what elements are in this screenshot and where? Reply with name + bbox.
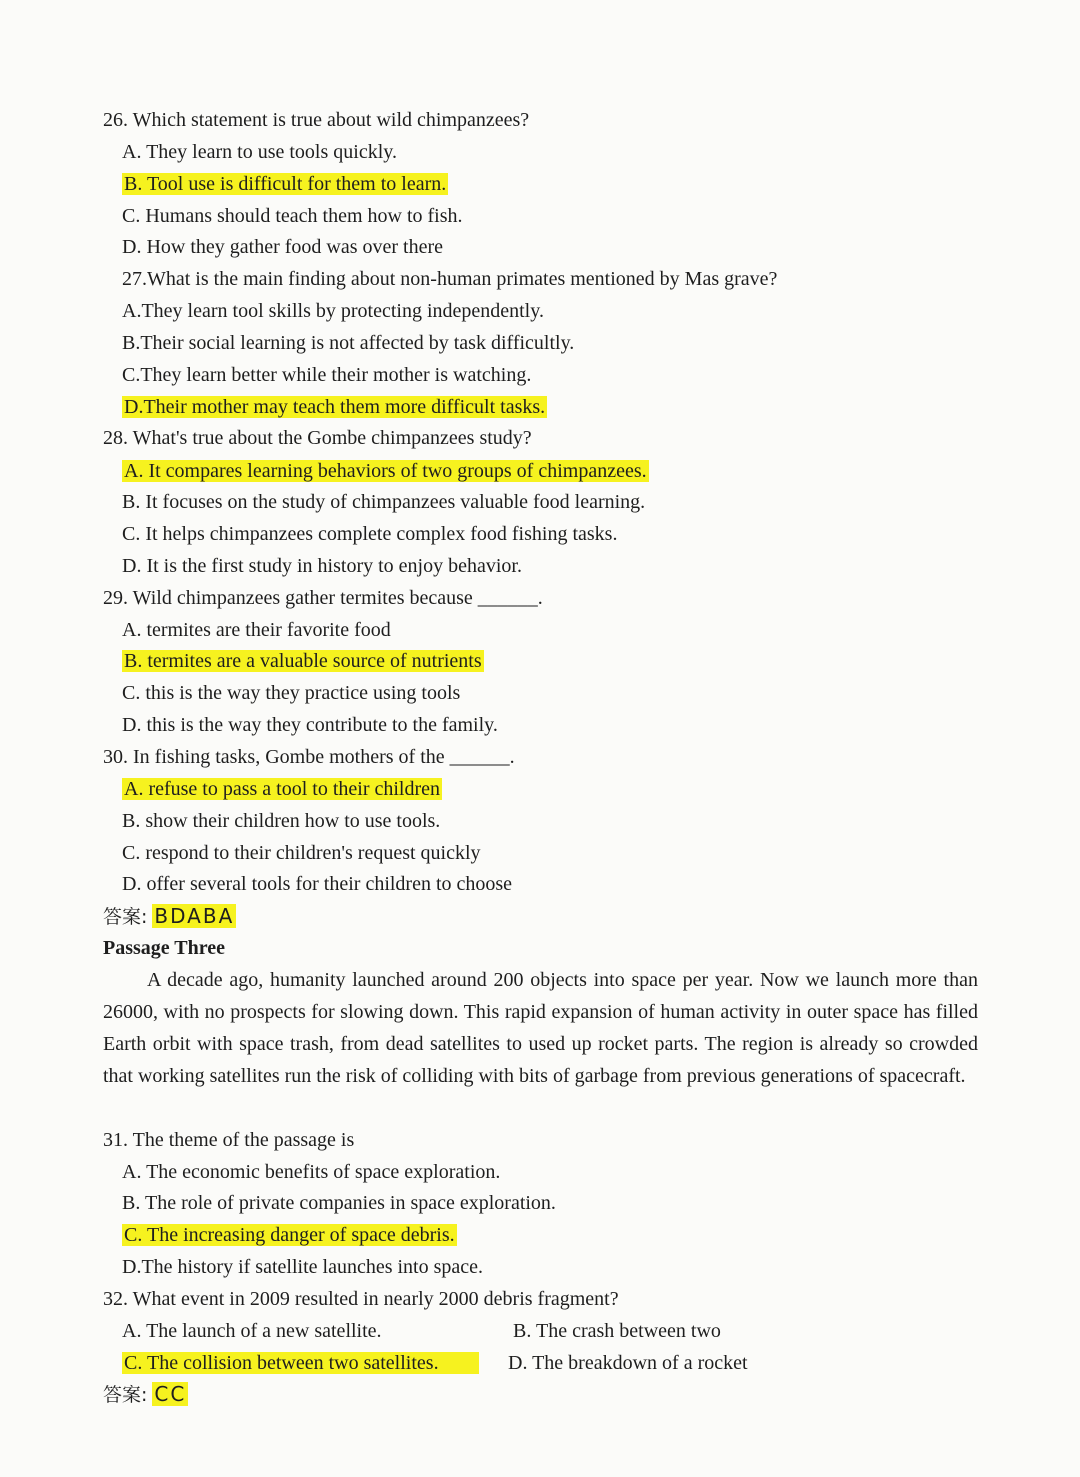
question-31: 31. The theme of the passage is (103, 1129, 355, 1151)
answer-block-1 (103, 903, 236, 930)
q26-option-a: A. They learn to use tools quickly. (122, 141, 397, 163)
q29-option-b (122, 648, 484, 674)
answer-value: BDABA (154, 904, 235, 928)
highlighted-answer: C. The increasing danger of space debris. (124, 1224, 455, 1246)
q30-option-a (122, 776, 442, 802)
highlighted-answer: B. termites are a valuable source of nutrients (124, 650, 482, 672)
q30-option-d: D. offer several tools for their children to choose (122, 873, 513, 895)
q30-option-c: C. respond to their children's request quickly (122, 842, 481, 864)
q28-option-d: D. It is the first study in history to enjoy behavior. (122, 555, 522, 577)
highlighted-answer: C. The collision between two satellites. (122, 1352, 479, 1374)
q26-option-d: D. How they gather food was over there (122, 236, 444, 258)
q30-option-b: B. show their children how to use tools. (122, 810, 441, 832)
question-30: 30. In fishing tasks, Gombe mothers of the ______. (103, 746, 515, 768)
q32-option-c (122, 1350, 479, 1376)
q32-option-d: D. The breakdown of a rocket (508, 1352, 748, 1374)
q28-option-a (122, 458, 649, 484)
q26-option-c: C. Humans should teach them how to fish. (122, 205, 463, 227)
passage-title: Passage Three (103, 937, 226, 959)
q28-option-b: B. It focuses on the study of chimpanzees valuable food learning. (122, 491, 646, 513)
q29-option-c: C. this is the way they practice using tools (122, 682, 461, 704)
question-32: 32. What event in 2009 resulted in nearly 2000 debris fragment? (103, 1288, 619, 1310)
q27-option-c: C.They learn better while their mother is watching. (122, 364, 532, 386)
passage-text: A decade ago, humanity launched around 200 objects into space per year. Now we launch more than 26000, with no prospects for slowing down. This rapid expansion of human activity in outer space has filled Earth orbit with space trash, from dead satellites to used up rocket parts. The region is already so crowded that working satellites run the risk of colliding with bits of garbage from previous generations of spacecraft. (103, 969, 978, 1087)
highlighted-answer: A. refuse to pass a tool to their children (124, 778, 441, 800)
q29-option-a: A. termites are their favorite food (122, 619, 391, 641)
answer-label: 答案: (103, 906, 148, 928)
answer-value: CC (154, 1382, 187, 1406)
q28-option-c: C. It helps chimpanzees complete complex food fishing tasks. (122, 523, 618, 545)
q27-option-a: A.They learn tool skills by protecting independently. (122, 300, 544, 322)
q31-option-b: B. The role of private companies in space exploration. (122, 1192, 556, 1214)
answer-block-2 (103, 1381, 188, 1408)
question-28: 28. What's true about the Gombe chimpanzees study? (103, 427, 532, 449)
question-26: 26. Which statement is true about wild chimpanzees? (103, 109, 530, 131)
q31-option-d: D.The history if satellite launches into space. (122, 1256, 484, 1278)
q27-option-d (122, 394, 547, 420)
q32-option-b: B. The crash between two (513, 1320, 721, 1342)
q31-option-a: A. The economic benefits of space exploration. (122, 1161, 501, 1183)
q32-option-a: A. The launch of a new satellite. (122, 1320, 382, 1342)
q31-option-c (122, 1222, 457, 1248)
question-27: 27.What is the main finding about non-human primates mentioned by Mas grave? (122, 268, 778, 290)
q27-option-b: B.Their social learning is not affected by task difficultly. (122, 332, 575, 354)
question-29: 29. Wild chimpanzees gather termites because ______. (103, 587, 543, 609)
answer-label: 答案: (103, 1384, 148, 1406)
highlighted-answer: D.Their mother may teach them more difficult tasks. (124, 396, 546, 418)
highlighted-answer: A. It compares learning behaviors of two groups of chimpanzees. (124, 460, 647, 482)
q29-option-d: D. this is the way they contribute to the family. (122, 714, 498, 736)
q26-option-b (122, 171, 448, 197)
highlighted-answer: B. Tool use is difficult for them to learn. (124, 173, 447, 195)
